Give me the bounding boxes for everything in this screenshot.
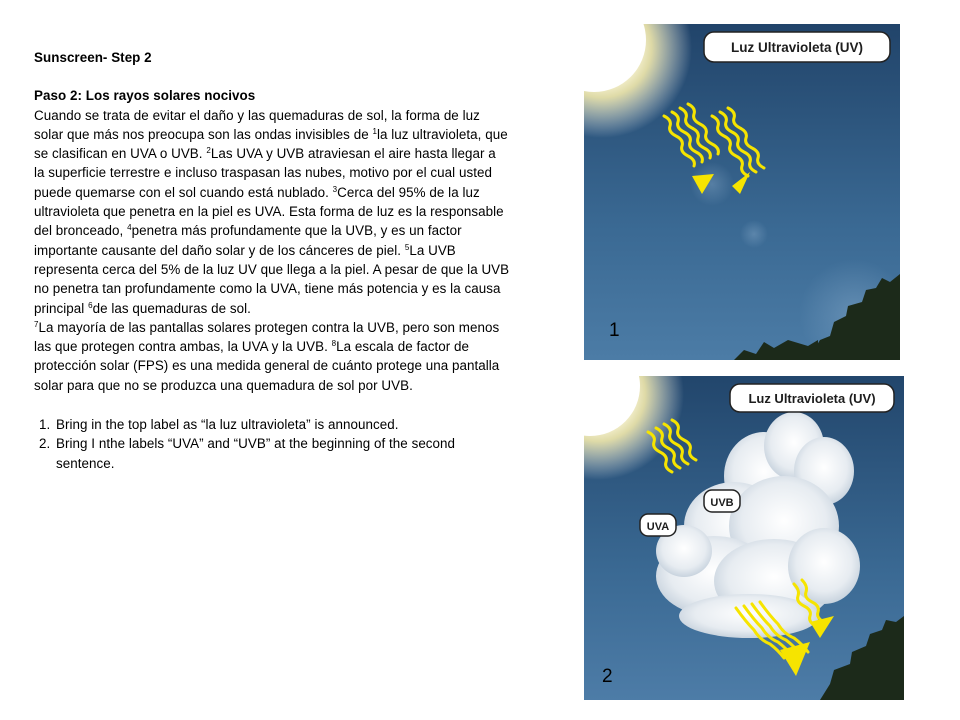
instruction-item: 2. Bring I nthe labels “UVA” and “UVB” at the beginning of the second sentence.: [54, 434, 510, 473]
paragraph-text: La escala de factor de protección solar (FPS) es una medida general de cuánto protege una pantalla solar para que no se produzca una quemadura de sol por UVB.: [34, 339, 500, 393]
panel-number-1: 1: [609, 320, 620, 341]
paragraph-text: Las UVA y UVB atraviesan el aire hasta llegar a la superficie terrestre e incluso traspasan las nubes, motivo por el cual usted puede quemarse con el sol cuando está nublado.: [34, 146, 496, 200]
reference-number: 4: [127, 223, 132, 233]
reference-number: 5: [404, 242, 410, 252]
reference-number: 1: [372, 126, 377, 136]
paragraph-text: Cuando se trata de evitar el daño y las quemaduras de sol, la forma de luz solar que más nos preocupa son las ondas invisibles de: [34, 107, 480, 142]
reference-number: 2: [206, 146, 211, 156]
text-column: [34, 48, 510, 473]
paragraph-text: de las quemaduras de sol.: [92, 300, 251, 316]
uv-illustration-2: [584, 376, 904, 700]
paragraph-text: la luz ultravioleta, que se clasifican en UVA o UVB.: [34, 126, 508, 162]
panel-number-2: 2: [602, 666, 613, 687]
paragraph-text: La UVB representa cerca del 5% de la luz UV que llega a la piel. A pesar de que la UVB no penetra tan profundamente como la UVA, tiene más potencia y es la causa principal: [34, 242, 510, 316]
body-paragraph-1: [34, 106, 510, 318]
paragraph-text: penetra más profundamente que la UVB, y es un factor importante causante del daño solar y de los cánceres de piel.: [34, 223, 462, 258]
svg-text:Luz Ultravioleta (UV): Luz Ultravioleta (UV): [748, 391, 876, 406]
svg-text:UVA: UVA: [646, 521, 670, 533]
uv-illustration-1: [584, 24, 900, 360]
instruction-item: 1. Bring in the top label as “la luz ultravioleta” is announced.: [54, 415, 510, 434]
reference-number: 8: [331, 339, 337, 349]
paragraph-text: La mayoría de las pantallas solares protegen contra la UVB, pero son menos las que protegen contra ambas, la UVA y la UVB.: [34, 319, 500, 355]
section-subtitle: Paso 2: Los rayos solares nocivos: [34, 88, 256, 104]
svg-text:UVB: UVB: [710, 497, 734, 509]
instruction-list: [34, 415, 510, 473]
uv-label-2: [730, 384, 894, 412]
document-title: Sunscreen- Step 2: [34, 50, 152, 65]
svg-text:Luz Ultravioleta (UV): Luz Ultravioleta (UV): [730, 40, 864, 55]
uvb-label: [704, 490, 740, 512]
uv-scene-1: [584, 24, 900, 360]
reference-number: 3: [332, 184, 338, 194]
body-paragraph-2: [34, 318, 510, 395]
reference-number: 6: [88, 300, 93, 310]
paragraph-text: Cerca del 95% de la luz ultravioleta que penetra en la piel es UVA. Esta forma de luz es la responsable del bronceado,: [34, 184, 504, 239]
uva-label: [640, 514, 676, 536]
reference-number: 7: [34, 319, 39, 329]
uv-label-1: [704, 32, 890, 62]
uv-scene-2: [584, 376, 904, 700]
